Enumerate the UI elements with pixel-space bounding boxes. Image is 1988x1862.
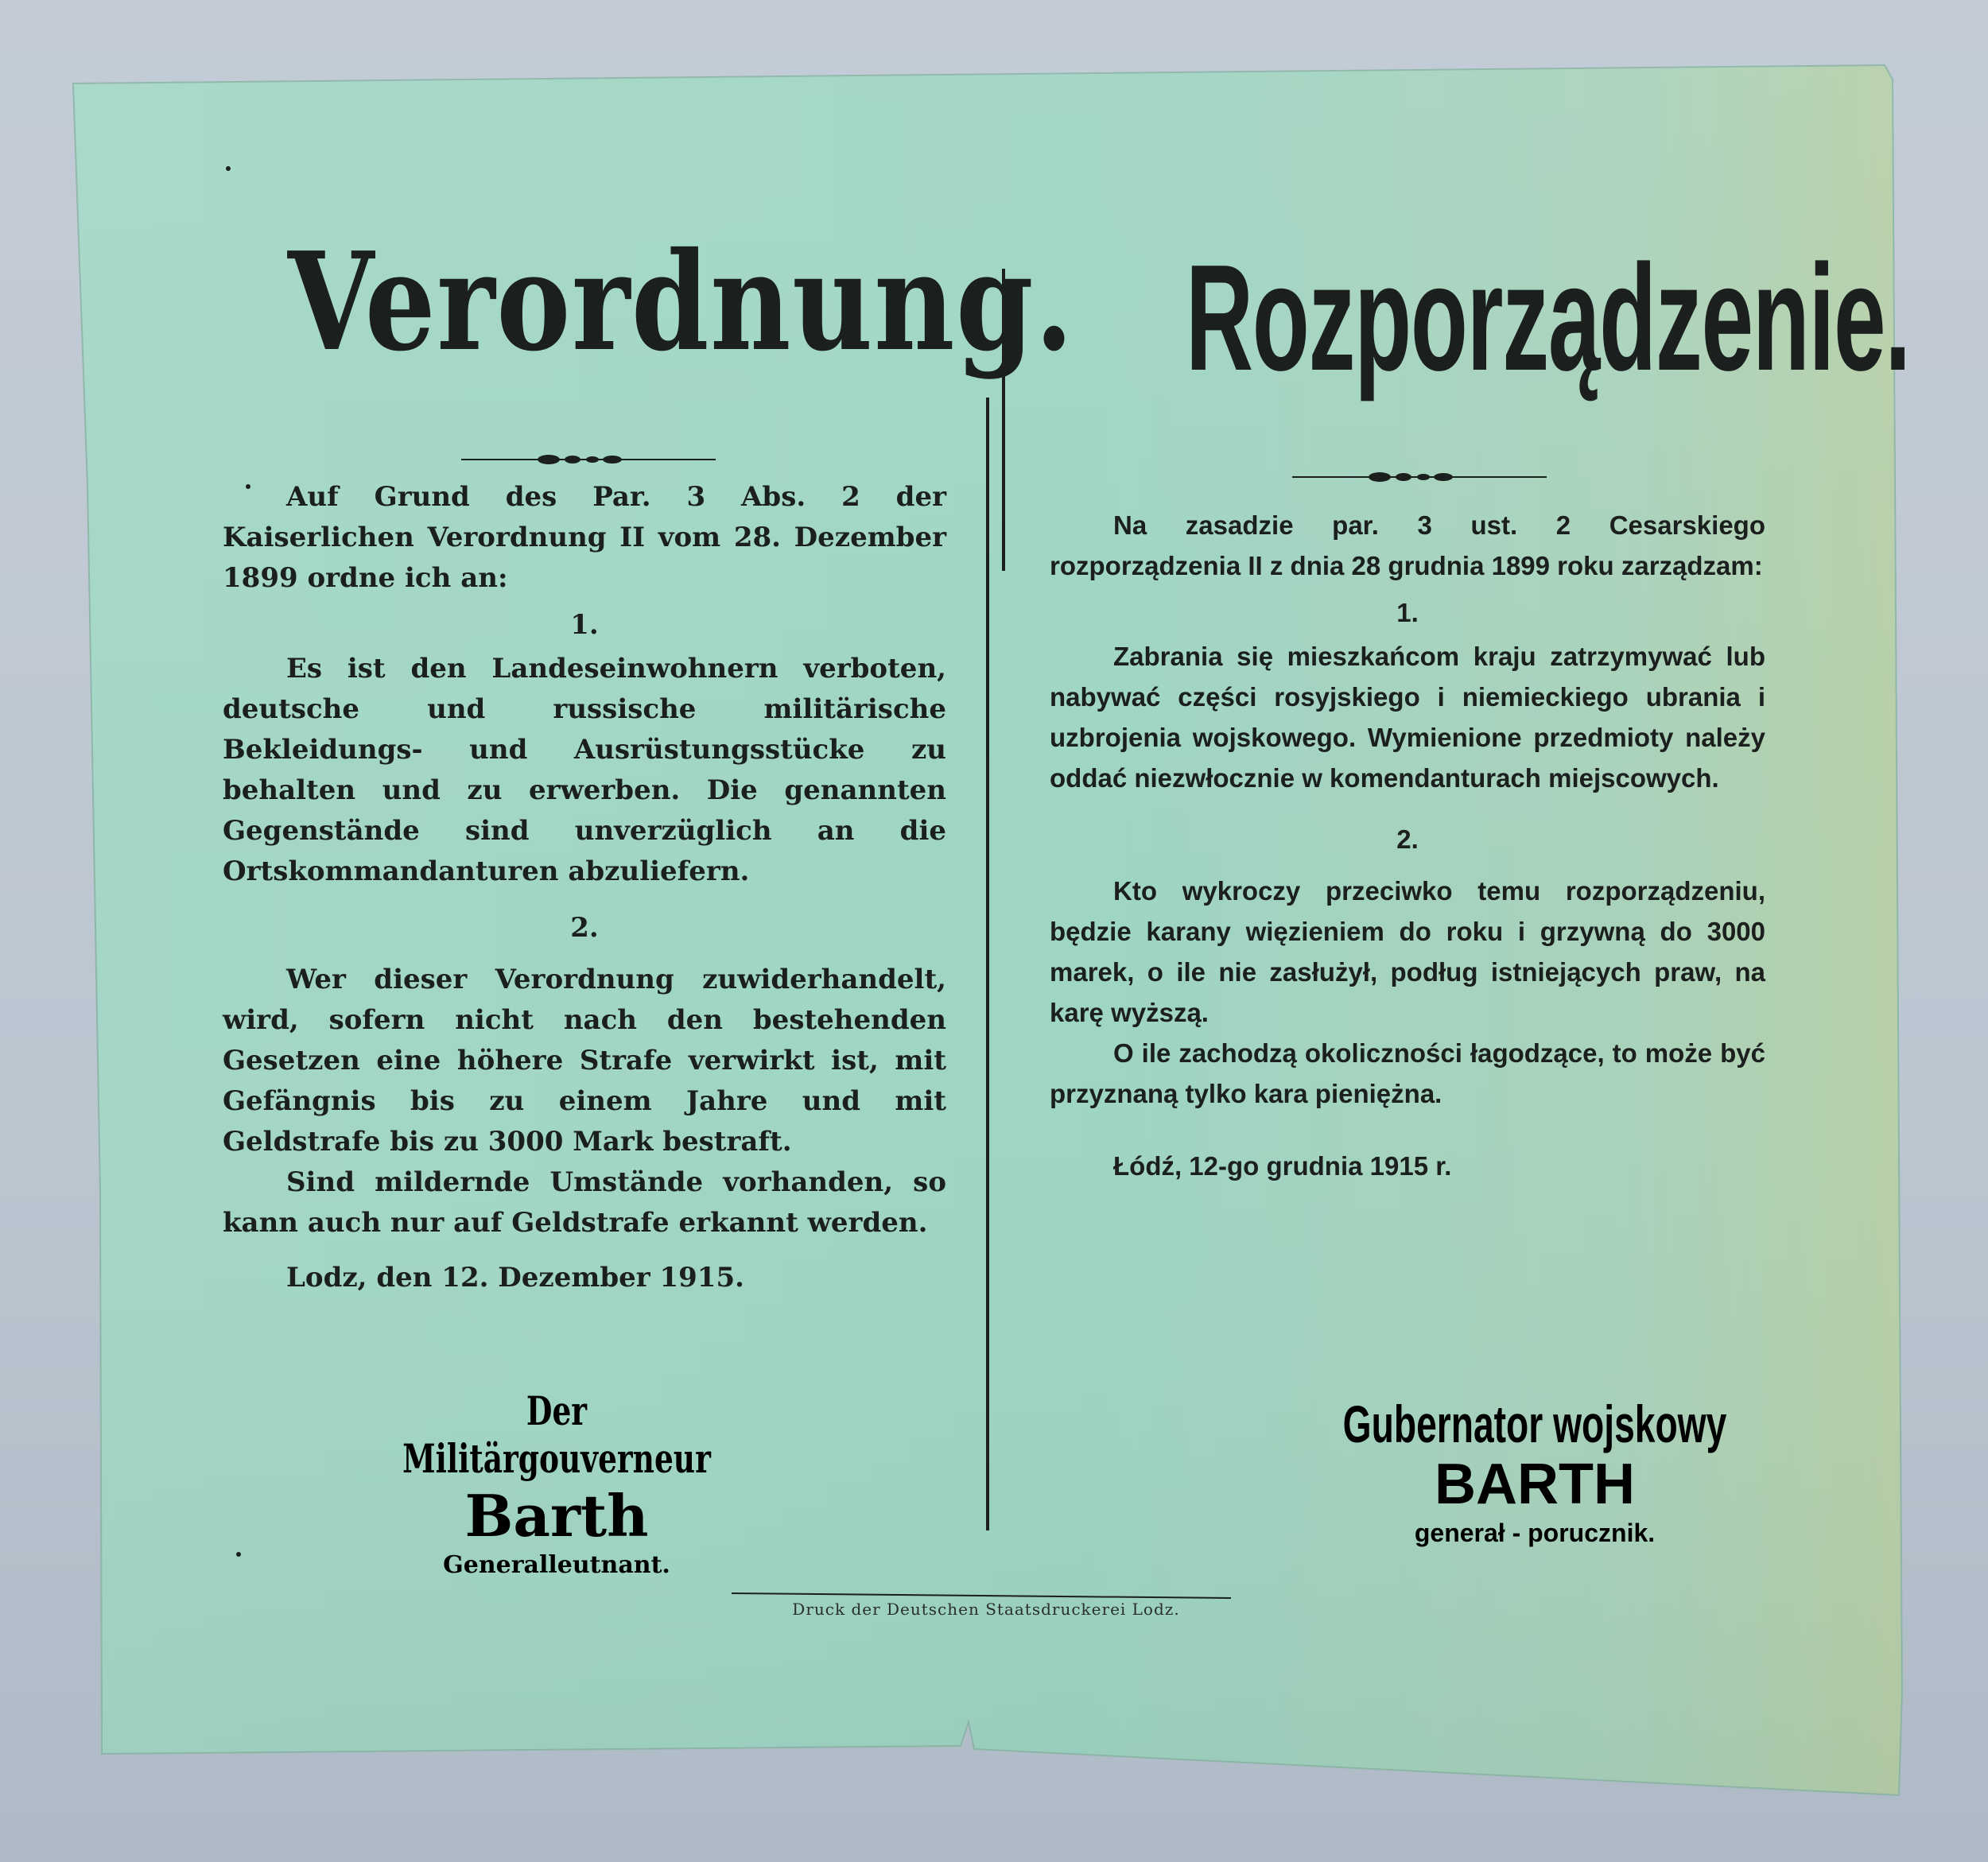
german-signature-rank: Generalleutnant.	[443, 1551, 670, 1579]
polish-signature-role: Gubernator wojskowy	[1342, 1395, 1727, 1453]
german-signature-role: Der Militärgouverneur	[402, 1387, 711, 1482]
polish-section-1-text: Zabrania się mieszkańcom kraju zatrzymywać lub nabywać części rosyjskiego i niemieckiego ubrania i uzbrojenia wojskowego. Wymienione przedmioty należy oddać niezwłocznie w komendanturach miejscowych.	[1050, 642, 1765, 793]
german-signature-name: Barth	[464, 1482, 649, 1550]
printer-imprint: Druck der Deutschen Staatsdruckerei Lodz.	[792, 1600, 1180, 1619]
german-column	[223, 191, 1075, 1298]
polish-section-1-number: 1.	[1396, 598, 1419, 627]
polish-signature-rank: generał - porucznik.	[1414, 1519, 1656, 1547]
german-title: Verordnung.	[287, 223, 1075, 382]
polish-signature	[1256, 1395, 1813, 1550]
polish-section-2-number: 2.	[1396, 824, 1419, 854]
german-section-1-number: 1.	[570, 609, 599, 641]
polish-intro: Na zasadzie par. 3 ust. 2 Cesarskiego rozporządzenia II z dnia 28 grudnia 1899 roku zarządzam:	[1050, 510, 1765, 580]
polish-section-2-text: Kto wykroczy przeciwko temu rozporządzeniu, będzie karany więzieniem do roku i grzywną do 3000 marek, o ile nie zasłużył, podług istniejących praw, na karę wyższą.	[1050, 876, 1765, 1027]
german-signature	[334, 1387, 779, 1581]
polish-place-date: Łódź, 12-go grudnia 1915 r.	[1113, 1151, 1452, 1181]
polish-signature-name: BARTH	[1435, 1453, 1635, 1516]
polish-column	[1050, 191, 1910, 1186]
german-section-1-text: Es ist den Landeseinwohnern verboten, deutsche und russische militärische Bekleidungs- und Ausrüstungsstücke zu behalten und zu erwerben. Die genannten Gegenstände sind unverzüglich an die Ortskommandanturen abzuliefern.	[223, 653, 946, 887]
polish-section-2-text-b: O ile zachodzą okoliczności łagodzące, to może być przyznaną tylko kara pieniężna.	[1050, 1038, 1765, 1108]
polish-body	[1050, 505, 1765, 1186]
polish-title: Rozporządzenie.	[1186, 234, 1910, 402]
german-section-2-text: Wer dieser Verordnung zuwiderhandelt, wird, sofern nicht nach den bestehenden Gesetzen eine höhere Strafe verwirkt ist, mit Gefängnis bis zu einem Jahre und mit Geldstrafe bis zu 3000 Mark bestraft.	[223, 964, 946, 1158]
german-body	[223, 477, 946, 1298]
german-section-2-number: 2.	[570, 912, 599, 944]
german-place-date: Lodz, den 12. Dezember 1915.	[286, 1262, 744, 1294]
german-section-2-text-b: Sind mildernde Umstände vorhanden, so kann auch nur auf Geldstrafe erkannt werden.	[223, 1166, 946, 1239]
german-intro: Auf Grund des Par. 3 Abs. 2 der Kaiserlichen Verordnung II vom 28. Dezember 1899 ordne ich an:	[223, 481, 946, 594]
